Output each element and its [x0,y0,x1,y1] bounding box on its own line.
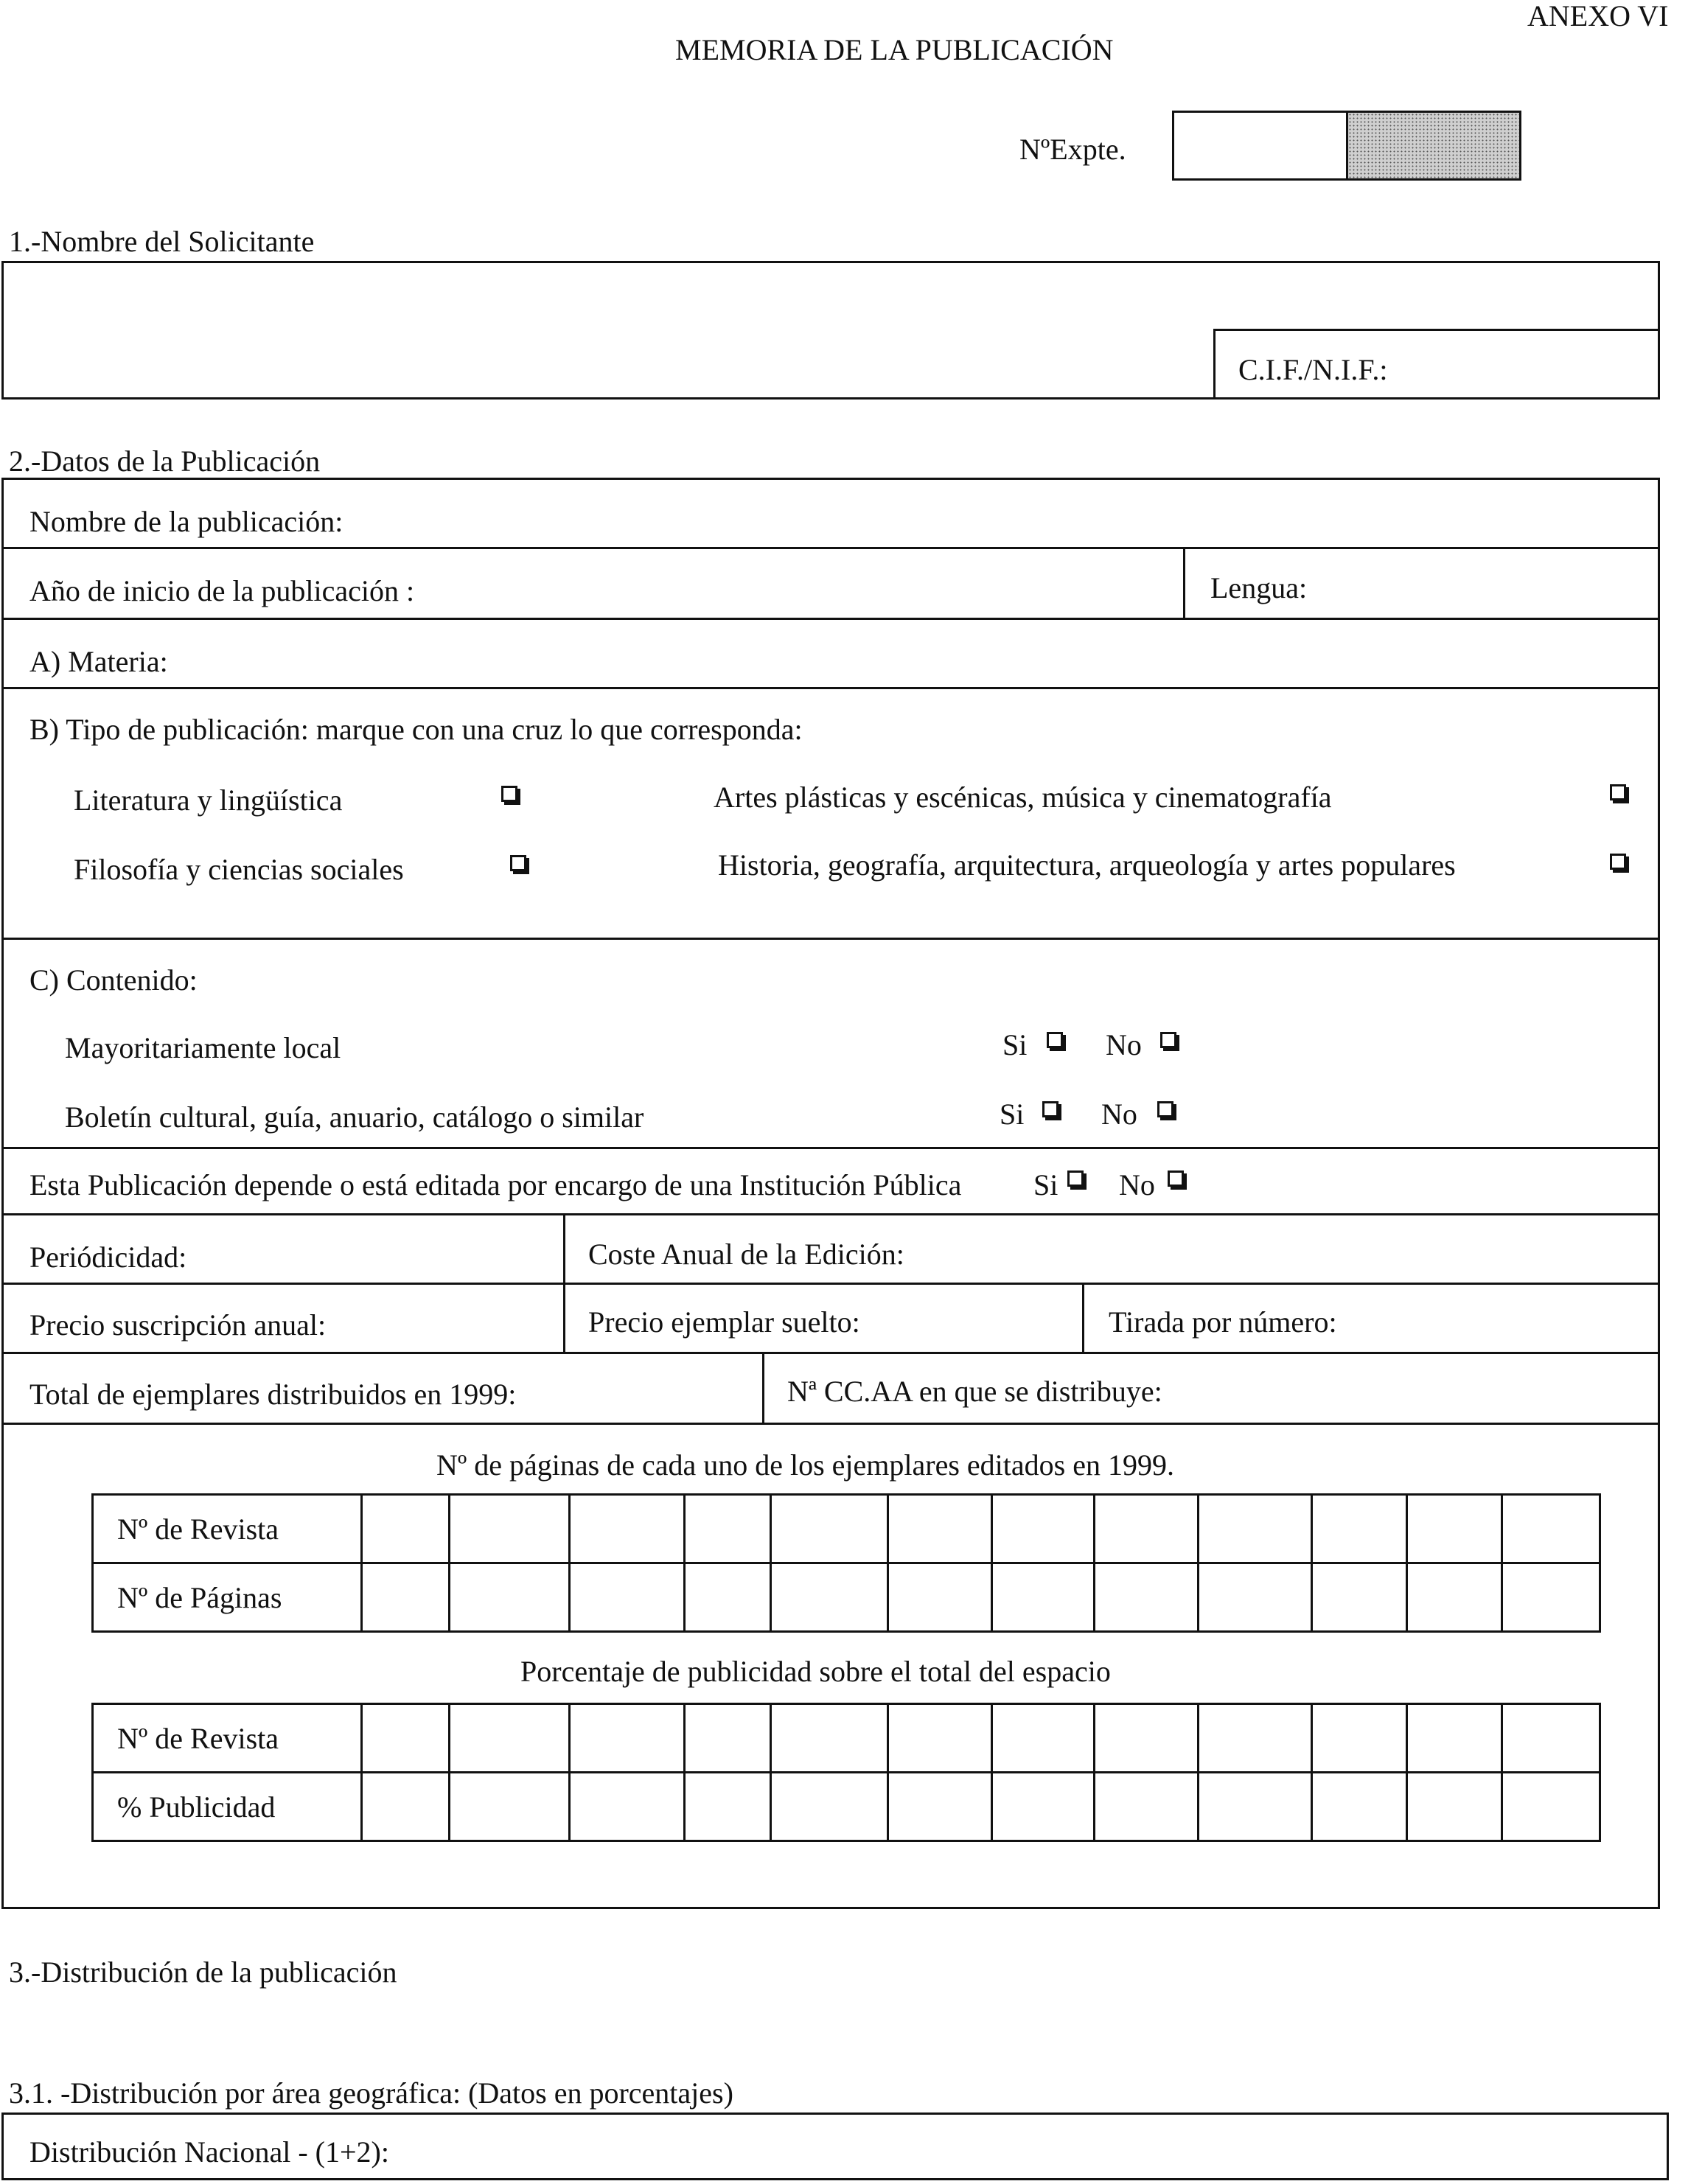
table-cell[interactable] [770,1563,887,1632]
table-cell[interactable] [684,1704,770,1773]
revista-number-label: Nº de Revista [93,1495,362,1563]
table-row [93,1704,1600,1773]
cif-label: C.I.F./N.I.F.: [1238,353,1388,386]
print-run-label[interactable]: Tirada por número: [1109,1305,1337,1339]
table-cell[interactable] [1502,1773,1600,1841]
table-cell[interactable] [770,1704,887,1773]
publication-name-label[interactable]: Nombre de la publicación: [29,505,343,538]
literature-checkbox[interactable] [501,786,517,802]
expte-label: NºExpte. [1019,133,1126,166]
philosophy-checkbox[interactable] [510,855,526,871]
table-cell[interactable] [1199,1495,1311,1563]
bulletin-si-checkbox[interactable] [1042,1101,1059,1117]
content-local-label: Mayoritariamente local [65,1031,341,1064]
type-option-philosophy: Filosofía y ciencias sociales [74,853,404,886]
col-divider [1183,547,1185,618]
row-divider [1,1213,1660,1215]
type-option-literature: Literatura y lingüística [74,784,343,817]
table-row [93,1773,1600,1841]
table-cell[interactable] [450,1563,570,1632]
col-divider [563,1213,565,1352]
table-cell[interactable] [887,1495,991,1563]
table-cell[interactable] [887,1773,991,1841]
table-row [93,1495,1600,1563]
table-cell[interactable] [570,1704,684,1773]
table-cell[interactable] [887,1563,991,1632]
total-copies-label[interactable]: Total de ejemplares distribuidos en 1999: [29,1378,517,1411]
table-cell[interactable] [362,1704,450,1773]
table-cell[interactable] [450,1773,570,1841]
public-institution-label: Esta Publicación depende o está editada por encargo de una Institución Pública [29,1168,962,1201]
table-cell[interactable] [450,1495,570,1563]
table-cell[interactable] [1095,1495,1199,1563]
row-divider [1,547,1660,549]
subject-label[interactable]: A) Materia: [29,645,168,678]
arts-checkbox[interactable] [1610,784,1626,800]
language-label[interactable]: Lengua: [1210,571,1308,604]
form-title: MEMORIA DE LA PUBLICACIÓN [675,33,1114,66]
table-cell[interactable] [992,1704,1095,1773]
row-divider [1,687,1660,689]
type-option-arts: Artes plásticas y escénicas, música y cinematografía [714,781,1332,814]
table-cell[interactable] [1095,1563,1199,1632]
start-year-label[interactable]: Año de inicio de la publicación : [29,574,415,607]
table-cell[interactable] [770,1773,887,1841]
section3-title: 3.-Distribución de la publicación [9,1956,397,1989]
type-option-history: Historia, geografía, arquitectura, arqueología y artes populares [718,848,1456,882]
table-cell[interactable] [362,1773,450,1841]
table-cell[interactable] [887,1704,991,1773]
table-cell[interactable] [1502,1563,1600,1632]
row-divider [1,1147,1660,1149]
table-cell[interactable] [1311,1495,1406,1563]
institution-si-checkbox[interactable] [1067,1171,1084,1187]
single-issue-price-label[interactable]: Precio ejemplar suelto: [588,1305,860,1339]
row-divider [1,938,1660,940]
local-no-checkbox[interactable] [1160,1032,1176,1048]
table-cell[interactable] [992,1563,1095,1632]
advertising-percent-label: % Publicidad [93,1773,362,1841]
table-cell[interactable] [770,1495,887,1563]
table-cell[interactable] [1095,1704,1199,1773]
table-row [93,1563,1600,1632]
si-label: Si [1033,1168,1059,1201]
annual-cost-label[interactable]: Coste Anual de la Edición: [588,1238,904,1271]
row-divider [1,1283,1660,1285]
table-cell[interactable] [362,1563,450,1632]
si-label: Si [1000,1098,1025,1131]
section3-1-title: 3.1. -Distribución por área geográfica: (Datos en porcentajes) [9,2076,733,2110]
bulletin-no-checkbox[interactable] [1157,1101,1173,1117]
ccaa-label[interactable]: Nª CC.AA en que se distribuye: [787,1375,1162,1408]
no-label: No [1119,1168,1155,1201]
table-cell[interactable] [1406,1773,1502,1841]
table-cell[interactable] [570,1563,684,1632]
row-divider [1,1423,1660,1425]
no-label: No [1101,1098,1137,1131]
table-cell[interactable] [1406,1495,1502,1563]
table-cell[interactable] [684,1773,770,1841]
table-cell[interactable] [570,1773,684,1841]
row-divider [1,618,1660,620]
institution-no-checkbox[interactable] [1168,1171,1184,1187]
col-divider [1082,1283,1084,1352]
no-label: No [1106,1028,1142,1061]
table-cell[interactable] [684,1495,770,1563]
si-label: Si [1002,1028,1028,1061]
history-checkbox[interactable] [1610,854,1626,870]
table-cell[interactable] [1199,1704,1311,1773]
periodicity-label[interactable]: Periódicidad: [29,1241,187,1274]
content-label: C) Contenido: [29,963,198,997]
section1-title: 1.-Nombre del Solicitante [9,225,315,258]
table-cell[interactable] [1311,1563,1406,1632]
table-cell[interactable] [1406,1563,1502,1632]
advertising-table-title: Porcentaje de publicidad sobre el total del espacio [520,1655,1111,1688]
table-cell[interactable] [1199,1563,1311,1632]
table-cell[interactable] [450,1704,570,1773]
advertising-table [91,1703,1601,1842]
content-bulletin-label: Boletín cultural, guía, anuario, catálogo o similar [65,1100,644,1134]
table-cell[interactable] [992,1495,1095,1563]
annex-label: ANEXO VI [1527,0,1669,32]
pages-table [91,1493,1601,1633]
table-cell[interactable] [1095,1773,1199,1841]
col-divider [762,1352,764,1423]
table-cell[interactable] [1502,1704,1600,1773]
section2-title: 2.-Datos de la Publicación [9,444,321,478]
table-cell[interactable] [1502,1495,1600,1563]
table-cell[interactable] [570,1495,684,1563]
pages-table-title: Nº de páginas de cada uno de los ejemplares editados en 1999. [436,1448,1174,1482]
publication-type-label: B) Tipo de publicación: marque con una cruz lo que corresponda: [29,713,803,746]
subscription-price-label[interactable]: Precio suscripción anual: [29,1308,327,1342]
expte-shaded-area [1348,113,1519,178]
expte-divider [1346,111,1348,181]
table-cell[interactable] [362,1495,450,1563]
row-divider [1,1352,1660,1354]
table-cell[interactable] [1199,1773,1311,1841]
table-cell[interactable] [992,1773,1095,1841]
table-cell[interactable] [1406,1704,1502,1773]
local-si-checkbox[interactable] [1047,1032,1063,1048]
table-cell[interactable] [1311,1773,1406,1841]
table-cell[interactable] [1311,1704,1406,1773]
pages-number-label: Nº de Páginas [93,1563,362,1632]
table-cell[interactable] [684,1563,770,1632]
national-distribution-label: Distribución Nacional - (1+2): [29,2135,389,2169]
revista-number-label: Nº de Revista [93,1704,362,1773]
